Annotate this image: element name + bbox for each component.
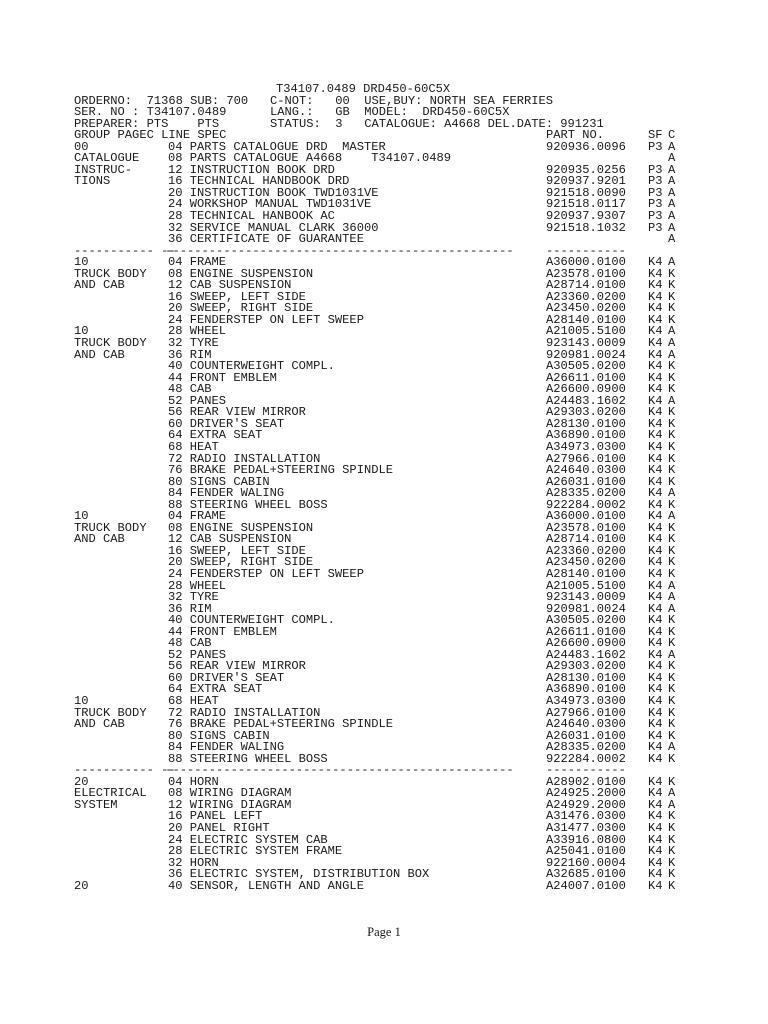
row-line-spec: 04 HORN	[168, 774, 219, 789]
row-line-spec: 88 STEERING WHEEL BOSS	[168, 497, 328, 512]
row-group: SYSTEM	[74, 797, 118, 812]
row-line-spec: 64 EXTRA SEAT	[168, 428, 263, 443]
row-line-spec: 52 PANES	[168, 647, 227, 662]
separator-spec: ------------------------------------------------	[158, 763, 514, 778]
row-sf: K4	[648, 867, 663, 882]
row-sf: K4	[648, 878, 663, 893]
row-part-no: A29303.0200	[546, 405, 626, 420]
row-c: K	[668, 832, 676, 847]
row-sf: K4	[648, 312, 663, 327]
row-group: 10	[74, 693, 89, 708]
table-row	[0, 220, 768, 235]
row-part-no: 920937.9307	[546, 209, 626, 224]
row-c: A	[668, 797, 676, 812]
row-sf: K4	[648, 601, 663, 616]
row-part-no: A24007.0100	[546, 878, 626, 893]
row-part-no: 922284.0002	[546, 751, 626, 766]
row-sf: K4	[648, 543, 663, 558]
row-part-no: A28130.0100	[546, 670, 626, 685]
row-part-no: A33916.0800	[546, 832, 626, 847]
row-part-no: A28140.0100	[546, 312, 626, 327]
row-line-spec: 40 SENSOR, LENGTH AND ANGLE	[168, 878, 364, 893]
row-line-spec: 12 CAB SUSPENSION	[168, 532, 292, 547]
row-c: A	[668, 509, 676, 524]
row-c: K	[668, 463, 676, 478]
row-group: 00	[74, 139, 89, 154]
row-part-no: 920936.0096	[546, 139, 626, 154]
row-part-no: A36000.0100	[546, 255, 626, 270]
row-part-no: A28714.0100	[546, 532, 626, 547]
row-c: K	[668, 359, 676, 374]
row-c: K	[668, 555, 676, 570]
row-line-spec: 08 PARTS CATALOGUE A4668 T34107.0489	[168, 151, 452, 166]
row-part-no: A28335.0200	[546, 740, 626, 755]
row-line-spec: 80 SIGNS CABIN	[168, 728, 270, 743]
row-sf: K4	[648, 255, 663, 270]
row-line-spec: 76 BRAKE PEDAL+STEERING SPINDLE	[168, 463, 393, 478]
row-part-no: A28714.0100	[546, 278, 626, 293]
row-line-spec: 28 TECHNICAL HANBOOK AC	[168, 209, 335, 224]
row-sf: K4	[648, 359, 663, 374]
row-sf: K4	[648, 693, 663, 708]
row-c: K	[668, 728, 676, 743]
row-line-spec: 68 HEAT	[168, 693, 219, 708]
row-sf: K4	[648, 821, 663, 835]
row-sf: K4	[648, 347, 663, 362]
row-part-no: A27966.0100	[546, 451, 626, 466]
row-sf: K4	[648, 844, 663, 859]
row-sf: K4	[648, 636, 663, 651]
row-part-no: A28335.0200	[546, 486, 626, 501]
row-part-no: A28902.0100	[546, 774, 626, 789]
row-line-spec: 16 TECHNICAL HANDBOOK DRD	[168, 174, 350, 189]
row-sf: K4	[648, 416, 663, 431]
row-line-spec: 04 FRAME	[168, 509, 227, 524]
row-c: K	[668, 532, 676, 547]
row-part-no: A28140.0100	[546, 566, 626, 581]
separator-group: ----------- --	[74, 243, 176, 258]
row-group: AND CAB	[74, 347, 125, 362]
row-part-no: A29303.0200	[546, 659, 626, 674]
row-c: K	[668, 717, 676, 732]
row-sf: P3	[648, 209, 663, 224]
row-part-no: A23578.0100	[546, 520, 626, 535]
row-line-spec: 32 TYRE	[168, 336, 219, 351]
preparer-info: PREPARER: PTS PTS STATUS: 3 CATALOGUE: A4668 DEL.DATE: 991231	[74, 116, 604, 131]
row-c: A	[668, 786, 676, 801]
row-part-no: A36890.0100	[546, 428, 626, 443]
row-c: K	[668, 705, 676, 720]
row-part-no: A21005.5100	[546, 578, 626, 593]
row-part-no: A26031.0100	[546, 728, 626, 743]
row-group: ELECTRICAL	[74, 786, 147, 801]
row-sf: K4	[648, 428, 663, 443]
row-line-spec: 60 DRIVER'S SEAT	[168, 416, 285, 431]
row-part-no: A26611.0100	[546, 624, 626, 639]
row-line-spec: 76 BRAKE PEDAL+STEERING SPINDLE	[168, 717, 393, 732]
row-c: K	[668, 428, 676, 443]
row-c: K	[668, 278, 676, 293]
row-line-spec: 32 TYRE	[168, 590, 219, 605]
row-part-no: A24640.0300	[546, 717, 626, 732]
row-c: A	[668, 324, 676, 339]
row-c: A	[668, 393, 676, 408]
row-part-no: 921518.0090	[546, 185, 626, 200]
row-c: A	[668, 209, 676, 224]
row-sf: K4	[648, 786, 663, 801]
row-part-no: A25041.0100	[546, 844, 626, 859]
row-line-spec: 36 CERTIFICATE OF GUARANTEE	[168, 232, 364, 247]
row-c: K	[668, 520, 676, 535]
row-part-no: A23450.0200	[546, 555, 626, 570]
column-header-c: C	[668, 128, 676, 143]
row-sf: K4	[648, 405, 663, 420]
row-part-no: A31477.0300	[546, 821, 626, 835]
row-line-spec: 56 REAR VIEW MIRROR	[168, 659, 306, 674]
row-group: TRUCK BODY	[74, 705, 147, 720]
row-sf: K4	[648, 797, 663, 812]
row-group: TIONS	[74, 174, 111, 189]
row-sf: P3	[648, 185, 663, 200]
row-line-spec: 32 SERVICE MANUAL CLARK 36000	[168, 220, 379, 235]
row-line-spec: 40 COUNTERWEIGHT COMPL.	[168, 613, 335, 628]
row-part-no: A34973.0300	[546, 693, 626, 708]
row-c: A	[668, 151, 676, 166]
row-part-no: 920937.9201	[546, 174, 626, 189]
row-sf: K4	[648, 659, 663, 674]
row-line-spec: 08 ENGINE SUSPENSION	[168, 520, 314, 535]
row-part-no: A24640.0300	[546, 463, 626, 478]
row-c: K	[668, 878, 676, 893]
row-part-no: A24925.2000	[546, 786, 626, 801]
row-sf: K4	[648, 336, 663, 351]
row-c: K	[668, 809, 676, 824]
document-title: T34107.0489 DRD450-60C5X	[276, 82, 451, 96]
row-c: A	[668, 174, 676, 189]
row-line-spec: 60 DRIVER'S SEAT	[168, 670, 285, 685]
row-sf: K4	[648, 613, 663, 628]
row-sf: K4	[648, 463, 663, 478]
row-part-no: A21005.5100	[546, 324, 626, 339]
row-sf: P3	[648, 174, 663, 189]
row-group: 20	[74, 878, 89, 893]
row-line-spec: 72 RADIO INSTALLATION	[168, 451, 321, 466]
row-c: A	[668, 197, 676, 212]
row-part-no: A36000.0100	[546, 509, 626, 524]
row-sf: P3	[648, 162, 663, 177]
row-c: A	[668, 740, 676, 755]
row-sf: K4	[648, 751, 663, 766]
row-part-no: A36890.0100	[546, 682, 626, 697]
row-c: K	[668, 867, 676, 882]
row-line-spec: 08 ENGINE SUSPENSION	[168, 266, 314, 281]
row-part-no: 922160.0004	[546, 855, 626, 870]
row-line-spec: 08 WIRING DIAGRAM	[168, 786, 292, 801]
row-c: K	[668, 382, 676, 397]
row-sf: K4	[648, 832, 663, 847]
row-c: K	[668, 312, 676, 327]
row-line-spec: 28 ELECTRIC SYSTEM FRAME	[168, 844, 343, 859]
row-line-spec: 12 INSTRUCTION BOOK DRD	[168, 162, 335, 177]
row-group: TRUCK BODY	[74, 266, 147, 281]
row-line-spec: 24 FENDERSTEP ON LEFT SWEEP	[168, 312, 364, 327]
row-line-spec: 12 CAB SUSPENSION	[168, 278, 292, 293]
row-sf: K4	[648, 520, 663, 535]
row-c: K	[668, 301, 676, 316]
row-line-spec: 72 RADIO INSTALLATION	[168, 705, 321, 720]
row-sf: K4	[648, 809, 663, 824]
row-line-spec: 44 FRONT EMBLEM	[168, 624, 277, 639]
row-line-spec: 40 COUNTERWEIGHT COMPL.	[168, 359, 335, 374]
row-c: K	[668, 855, 676, 870]
row-sf: K4	[648, 439, 663, 454]
row-sf: P3	[648, 139, 663, 154]
row-sf: P3	[648, 197, 663, 212]
parts-catalogue-listing	[0, 84, 768, 892]
row-line-spec: 36 RIM	[168, 347, 212, 362]
row-c: A	[668, 578, 676, 593]
row-c: A	[668, 347, 676, 362]
row-part-no: A23360.0200	[546, 543, 626, 558]
row-group: 10	[74, 255, 89, 270]
row-c: K	[668, 474, 676, 489]
row-group: TRUCK BODY	[74, 520, 147, 535]
row-line-spec: 36 RIM	[168, 601, 212, 616]
row-part-no: A23578.0100	[546, 266, 626, 281]
row-sf: K4	[648, 509, 663, 524]
row-c: K	[668, 636, 676, 651]
row-sf: K4	[648, 266, 663, 281]
row-c: K	[668, 613, 676, 628]
row-part-no: A24483.1602	[546, 393, 626, 408]
row-part-no: A26600.0900	[546, 382, 626, 397]
order-info: ORDERNO: 71368 SUB: 700 C-NOT: 00 USE,BUY: NORTH SEA FERRIES	[74, 93, 553, 108]
row-sf: K4	[648, 647, 663, 662]
row-part-no: 920935.0256	[546, 162, 626, 177]
row-sf: K4	[648, 682, 663, 697]
row-line-spec: 04 FRAME	[168, 255, 227, 270]
row-sf: K4	[648, 578, 663, 593]
row-part-no: A24483.1602	[546, 647, 626, 662]
row-sf: K4	[648, 301, 663, 316]
row-c: A	[668, 220, 676, 235]
row-c: K	[668, 624, 676, 639]
row-c: K	[668, 497, 676, 512]
row-sf: K4	[648, 740, 663, 755]
row-part-no: 922284.0002	[546, 497, 626, 512]
row-line-spec: 80 SIGNS CABIN	[168, 474, 270, 489]
row-sf: K4	[648, 382, 663, 397]
row-sf: K4	[648, 370, 663, 385]
row-sf: K4	[648, 278, 663, 293]
parts-rows	[0, 139, 768, 893]
row-line-spec: 16 SWEEP, LEFT SIDE	[168, 289, 306, 304]
row-sf: K4	[648, 555, 663, 570]
row-c: K	[668, 439, 676, 454]
row-part-no: A28130.0100	[546, 416, 626, 431]
row-line-spec: 20 SWEEP, RIGHT SIDE	[168, 555, 314, 570]
row-part-no: A26611.0100	[546, 370, 626, 385]
row-part-no: A31476.0300	[546, 809, 626, 824]
row-line-spec: 32 HORN	[168, 855, 219, 870]
row-part-no: A24929.2000	[546, 797, 626, 812]
row-c: A	[668, 336, 676, 351]
row-sf: K4	[648, 705, 663, 720]
page-footer	[0, 925, 768, 940]
row-c: K	[668, 682, 676, 697]
row-sf: K4	[648, 717, 663, 732]
row-line-spec: 28 WHEEL	[168, 324, 227, 339]
row-sf: K4	[648, 497, 663, 512]
row-line-spec: 52 PANES	[168, 393, 227, 408]
row-line-spec: 24 ELECTRIC SYSTEM CAB	[168, 832, 328, 847]
row-part-no: 921518.1032	[546, 220, 626, 235]
row-sf: K4	[648, 590, 663, 605]
row-c: K	[668, 416, 676, 431]
row-line-spec: 28 WHEEL	[168, 578, 227, 593]
row-sf: K4	[648, 566, 663, 581]
column-header-sf: SF	[648, 128, 663, 143]
row-sf: K4	[648, 474, 663, 489]
row-c: A	[668, 255, 676, 270]
row-part-no: A26031.0100	[546, 474, 626, 489]
row-c: A	[668, 601, 676, 616]
separator-part: -----------	[546, 763, 626, 778]
row-sf: K4	[648, 670, 663, 685]
row-c: A	[668, 162, 676, 177]
row-part-no: 923143.0009	[546, 590, 626, 605]
row-sf: K4	[648, 324, 663, 339]
row-group: 10	[74, 324, 89, 339]
column-header-group-line-spec: GROUP PAGEC LINE SPEC	[74, 128, 227, 143]
row-c: K	[668, 266, 676, 281]
row-c: K	[668, 289, 676, 304]
row-sf: K4	[648, 393, 663, 408]
row-c: K	[668, 670, 676, 685]
row-c: A	[668, 647, 676, 662]
row-line-spec: 44 FRONT EMBLEM	[168, 370, 277, 385]
separator-spec: ------------------------------------------------	[158, 243, 514, 258]
row-sf: K4	[648, 774, 663, 789]
row-part-no: A30505.0200	[546, 613, 626, 628]
row-part-no: A27966.0100	[546, 705, 626, 720]
row-line-spec: 16 PANEL LEFT	[168, 809, 263, 824]
row-group: 10	[74, 509, 89, 524]
row-line-spec: 04 PARTS CATALOGUE DRD MASTER	[168, 139, 386, 154]
row-line-spec: 56 REAR VIEW MIRROR	[168, 405, 306, 420]
row-line-spec: 20 SWEEP, RIGHT SIDE	[168, 301, 314, 316]
row-line-spec: 12 WIRING DIAGRAM	[168, 797, 292, 812]
row-sf: K4	[648, 486, 663, 501]
row-c: K	[668, 751, 676, 766]
row-c: K	[668, 451, 676, 466]
row-c: A	[668, 185, 676, 200]
serial-info: SER. NO : T34107.0489 LANG.: GB MODEL: DRD450-60C5X	[74, 105, 510, 120]
row-part-no: 923143.0009	[546, 336, 626, 351]
row-line-spec: 16 SWEEP, LEFT SIDE	[168, 543, 306, 558]
row-c: A	[668, 486, 676, 501]
row-c: K	[668, 370, 676, 385]
row-c: A	[668, 232, 676, 247]
row-line-spec: 24 FENDERSTEP ON LEFT SWEEP	[168, 566, 364, 581]
row-group: INSTRUC-	[74, 162, 133, 177]
row-sf: K4	[648, 624, 663, 639]
row-line-spec: 88 STEERING WHEEL BOSS	[168, 751, 328, 766]
row-group: TRUCK BODY	[74, 336, 147, 351]
page-number: Page 1	[367, 925, 401, 939]
row-c: K	[668, 659, 676, 674]
row-line-spec: 24 WORKSHOP MANUAL TWD1031VE	[168, 197, 372, 212]
row-part-no: 921518.0117	[546, 197, 626, 212]
separator-group: ----------- --	[74, 763, 176, 778]
row-group: AND CAB	[74, 278, 125, 293]
row-part-no: A26600.0900	[546, 636, 626, 651]
row-line-spec: 84 FENDER WALING	[168, 740, 285, 755]
row-sf: K4	[648, 728, 663, 743]
row-c: K	[668, 405, 676, 420]
row-line-spec: 20 PANEL RIGHT	[168, 821, 270, 835]
row-line-spec: 64 EXTRA SEAT	[168, 682, 263, 697]
row-sf: P3	[648, 220, 663, 235]
separator-part: -----------	[546, 243, 626, 258]
row-part-no: 920981.0024	[546, 347, 626, 362]
table-row	[0, 878, 768, 893]
row-c: K	[668, 693, 676, 708]
row-line-spec: 68 HEAT	[168, 439, 219, 454]
row-group: AND CAB	[74, 717, 125, 732]
row-line-spec: 48 CAB	[168, 382, 212, 397]
row-part-no: A32685.0100	[546, 867, 626, 882]
row-part-no: A30505.0200	[546, 359, 626, 374]
row-c: K	[668, 543, 676, 558]
row-line-spec: 48 CAB	[168, 636, 212, 651]
row-sf: K4	[648, 855, 663, 870]
row-line-spec: 20 INSTRUCTION BOOK TWD1031VE	[168, 185, 379, 200]
row-line-spec: 36 ELECTRIC SYSTEM, DISTRIBUTION BOX	[168, 867, 430, 882]
row-c: K	[668, 774, 676, 789]
row-part-no: A23360.0200	[546, 289, 626, 304]
row-group: 20	[74, 774, 89, 789]
row-c: A	[668, 139, 676, 154]
row-c: K	[668, 566, 676, 581]
row-c: A	[668, 590, 676, 605]
row-part-no: A23450.0200	[546, 301, 626, 316]
row-sf: K4	[648, 532, 663, 547]
row-line-spec: 84 FENDER WALING	[168, 486, 285, 501]
row-c: K	[668, 821, 676, 835]
column-header-part-no: PART NO.	[546, 128, 605, 143]
row-c: K	[668, 844, 676, 859]
row-sf: K4	[648, 289, 663, 304]
row-group: AND CAB	[74, 532, 125, 547]
row-sf: K4	[648, 451, 663, 466]
row-group: CATALOGUE	[74, 151, 140, 166]
row-part-no: 920981.0024	[546, 601, 626, 616]
row-part-no: A34973.0300	[546, 439, 626, 454]
